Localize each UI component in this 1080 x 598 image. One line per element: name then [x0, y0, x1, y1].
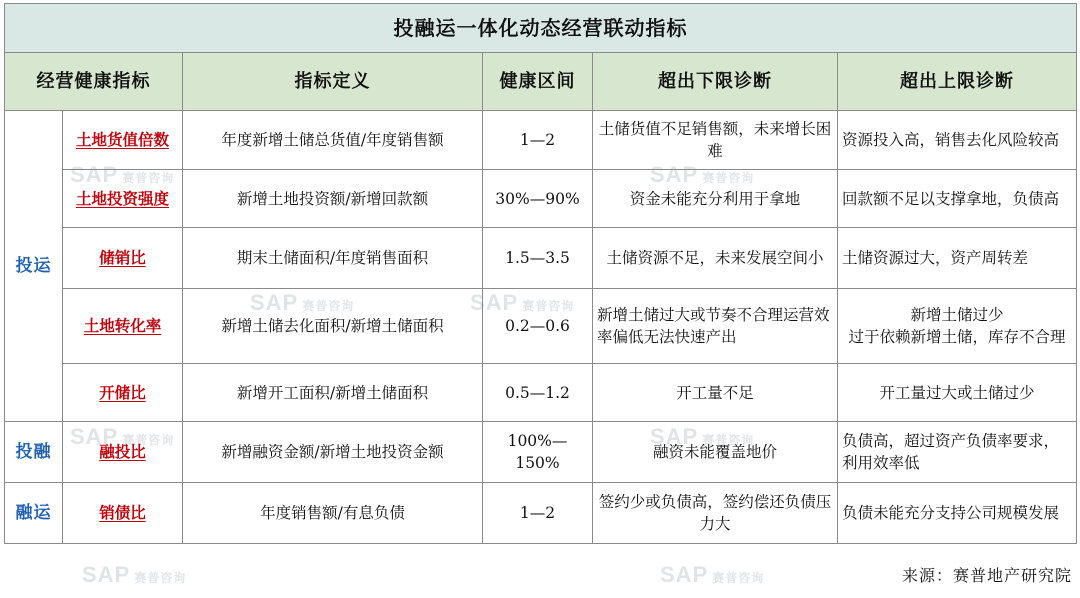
lower-diagnosis: 新增土储过大或节奏不合理运营效率偏低无法快速产出: [593, 289, 838, 364]
lower-diagnosis: 资金未能充分利用于拿地: [593, 170, 838, 228]
table-row: [5, 228, 1077, 289]
watermark: SAP 赛普咨询: [660, 562, 765, 587]
header-lower: 超出下限诊断: [593, 53, 838, 111]
header-indicator: 经营健康指标: [5, 53, 183, 111]
table-row: [5, 170, 1077, 228]
watermark: SAP 赛普咨询: [250, 290, 355, 315]
lower-diagnosis: 土储货值不足销售额，未来增长困难: [593, 111, 838, 170]
upper-diagnosis: 资源投入高，销售去化风险较高: [838, 111, 1077, 170]
watermark: SAP 赛普咨询: [650, 424, 755, 449]
healthy-range: 1.5—3.5: [483, 228, 593, 289]
group-label-rongyun: 融运: [5, 483, 63, 544]
indicator-name: 土地转化率: [63, 289, 183, 364]
watermark: SAP 赛普咨询: [82, 562, 187, 587]
indicator-name: 销债比: [63, 483, 183, 544]
indicator-definition: 新增土地投资额/新增回款额: [183, 170, 483, 228]
table-row: [5, 289, 1077, 364]
lower-diagnosis: 签约少或负债高，签约偿还负债压力大: [593, 483, 838, 544]
header-definition: 指标定义: [183, 53, 483, 111]
upper-diagnosis: 负债高，超过资产负债率要求，利用效率低: [838, 422, 1077, 483]
healthy-range: 1—2: [483, 111, 593, 170]
table-title: 投融运一体化动态经营联动指标: [5, 4, 1077, 53]
indicator-definition: 年度新增土储总货值/年度销售额: [183, 111, 483, 170]
indicator-table: [4, 3, 1077, 544]
watermark: SAP 赛普咨询: [70, 162, 175, 187]
lower-diagnosis: 开工量不足: [593, 364, 838, 422]
indicator-name: 土地投资强度: [63, 170, 183, 228]
indicator-definition: 年度销售额/有息负债: [183, 483, 483, 544]
upper-diagnosis-line: 新增土储过少: [910, 306, 1004, 324]
healthy-range: 100%—150%: [483, 422, 593, 483]
upper-diagnosis-line: 过于依赖新增土储，库存不合理: [848, 328, 1066, 346]
header-upper: 超出上限诊断: [838, 53, 1077, 111]
table-row: [5, 111, 1077, 170]
healthy-range: 1—2: [483, 483, 593, 544]
upper-diagnosis: 负债未能充分支持公司规模发展: [838, 483, 1077, 544]
table-row: [5, 364, 1077, 422]
upper-diagnosis: [838, 289, 1077, 364]
indicator-definition: 新增融资金额/新增土地投资金额: [183, 422, 483, 483]
healthy-range: 30%—90%: [483, 170, 593, 228]
group-label-tourong: 投融: [5, 422, 63, 483]
watermark: SAP 赛普咨询: [70, 424, 175, 449]
header-range: 健康区间: [483, 53, 593, 111]
indicator-name: 储销比: [63, 228, 183, 289]
group-label-touyun: 投运: [5, 111, 63, 422]
indicator-definition: 新增土储去化面积/新增土储面积: [183, 289, 483, 364]
indicator-name: 开储比: [63, 364, 183, 422]
table-row: [5, 422, 1077, 483]
watermark: SAP 赛普咨询: [470, 290, 575, 315]
source-note: 来源：赛普地产研究院: [901, 566, 1072, 585]
lower-diagnosis: 土储资源不足，未来发展空间小: [593, 228, 838, 289]
indicator-name: 土地货值倍数: [63, 111, 183, 170]
upper-diagnosis: 开工量过大或土储过少: [838, 364, 1077, 422]
table-row: [5, 483, 1077, 544]
indicator-definition: 新增开工面积/新增土储面积: [183, 364, 483, 422]
upper-diagnosis: 回款额不足以支撑拿地，负债高: [838, 170, 1077, 228]
indicator-name: 融投比: [63, 422, 183, 483]
indicator-definition: 期末土储面积/年度销售面积: [183, 228, 483, 289]
lower-diagnosis: 融资未能覆盖地价: [593, 422, 838, 483]
healthy-range: 0.5—1.2: [483, 364, 593, 422]
upper-diagnosis: 土储资源过大，资产周转差: [838, 228, 1077, 289]
watermark: SAP 赛普咨询: [650, 162, 755, 187]
healthy-range: 0.2—0.6: [483, 289, 593, 364]
